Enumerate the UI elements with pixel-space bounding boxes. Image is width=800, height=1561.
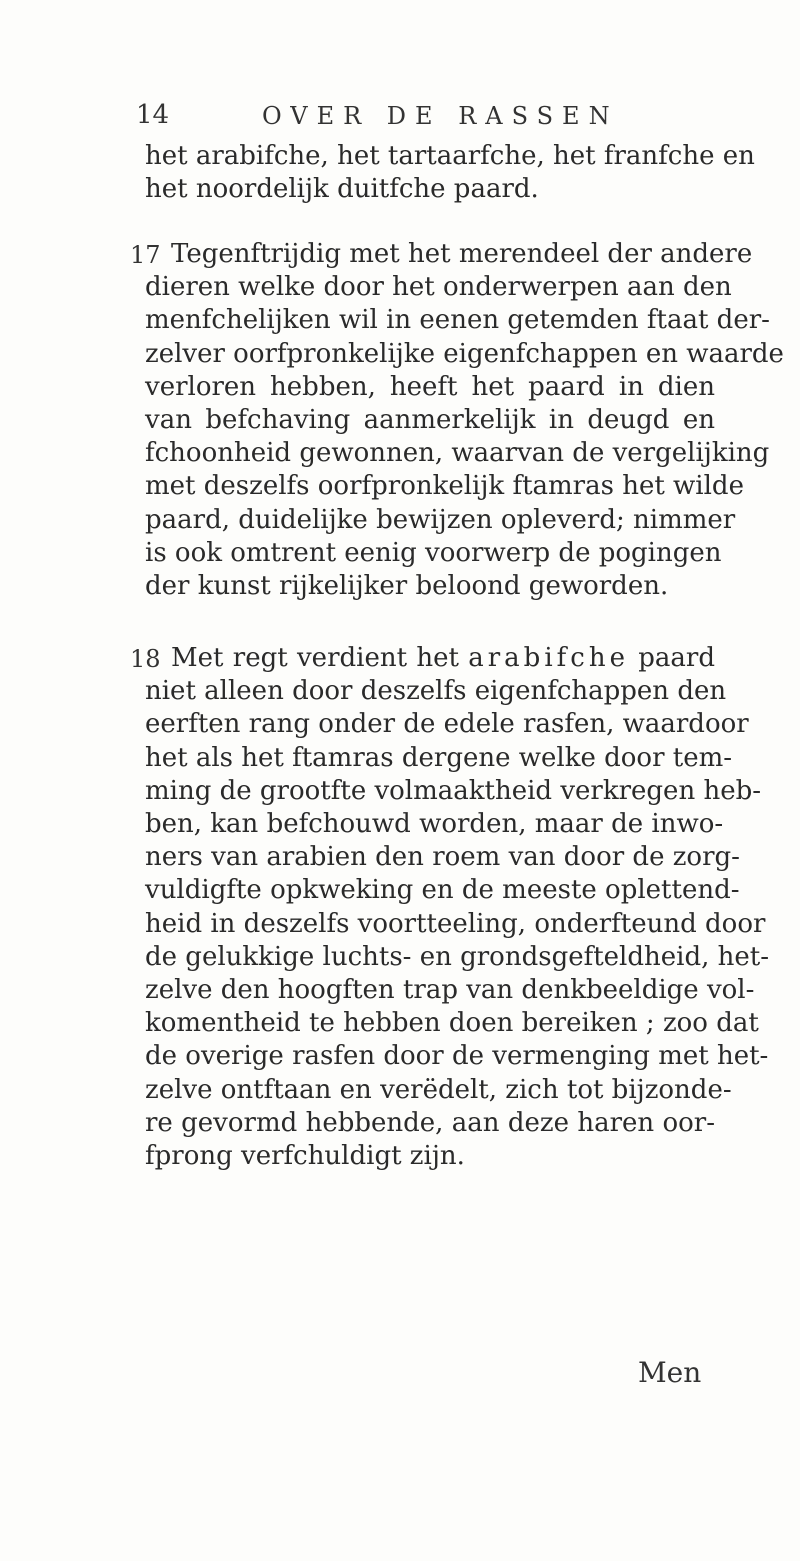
text-line: fchoonheid gewonnen, waarvan de vergelijking: [145, 438, 770, 469]
text-line: het noordelijk duitfche paard.: [145, 174, 539, 205]
text-run: Met regt verdient het: [171, 643, 469, 673]
text-line: Tegenftrijdig met het merendeel der andere: [171, 239, 753, 269]
text-line: ners van arabien den roem van door de zorg-: [145, 842, 740, 873]
text-line: ming de grootfte volmaaktheid verkregen heb-: [145, 775, 762, 806]
section-number: 18: [130, 645, 161, 673]
text-line: het als het ftamras dergene welke door tem-: [145, 742, 733, 773]
catchword: Men: [638, 1356, 702, 1389]
text-line: zelve ontftaan en verëdelt, zich tot bijzonde-: [145, 1074, 732, 1105]
text-line: verloren hebben, heeft het paard in dien: [145, 371, 715, 402]
text-line: heid in deszelfs voortteeling, onderfteund door: [145, 908, 766, 939]
text-line: re gevormd hebbende, aan deze haren oor-: [145, 1107, 715, 1138]
text-line: fprong verfchuldigt zijn.: [145, 1141, 465, 1172]
text-line: met deszelfs oorfpronkelijk ftamras het wilde: [145, 471, 744, 502]
text-line: der kunst rijkelijker beloond geworden.: [145, 571, 669, 602]
text-line: [145, 642, 715, 675]
text-line: het arabifche, het tartaarfche, het franfche en: [145, 141, 755, 171]
paragraph-continuation: [145, 140, 755, 206]
text-line: komentheid te hebben doen bereiken ; zoo dat: [145, 1008, 759, 1039]
text-line: eerften rang onder de edele rasfen, waardoor: [145, 709, 749, 740]
text-line: dieren welke door het onderwerpen aan den: [145, 272, 732, 303]
emphasized-text: arabifche: [468, 643, 629, 673]
text-line: paard, duidelijke bewijzen opleverd; nimmer: [145, 504, 736, 535]
text-line: zelver oorfpronkelijke eigenfchappen en waarde: [145, 338, 784, 369]
text-line: de gelukkige luchts- en grondsgefteldheid, het-: [145, 941, 769, 972]
running-head: OVER DE RASSEN: [262, 102, 619, 130]
text-line: ben, kan befchouwd worden, maar de inwo-: [145, 809, 724, 840]
text-line: niet alleen door deszelfs eigenfchappen den: [145, 676, 727, 707]
text-line: menfchelijken wil in eenen getemden ftaat der-: [145, 305, 770, 336]
paragraph-18: [145, 642, 769, 1173]
paragraph-17: [145, 238, 784, 603]
text-line: zelve den hoogften trap van denkbeeldige vol-: [145, 975, 755, 1006]
text-line: vuldigfte opkweking en de meeste oplettend-: [145, 875, 740, 906]
text-line: is ook omtrent eenig voorwerp de pogingen: [145, 537, 722, 568]
text-line: de overige rasfen door de vermenging met het-: [145, 1041, 769, 1072]
text-line: van befchaving aanmerkelijk in deugd en: [145, 405, 715, 436]
text-run: paard: [628, 643, 716, 673]
page-number: 14: [136, 100, 170, 130]
section-number: 17: [130, 241, 161, 269]
